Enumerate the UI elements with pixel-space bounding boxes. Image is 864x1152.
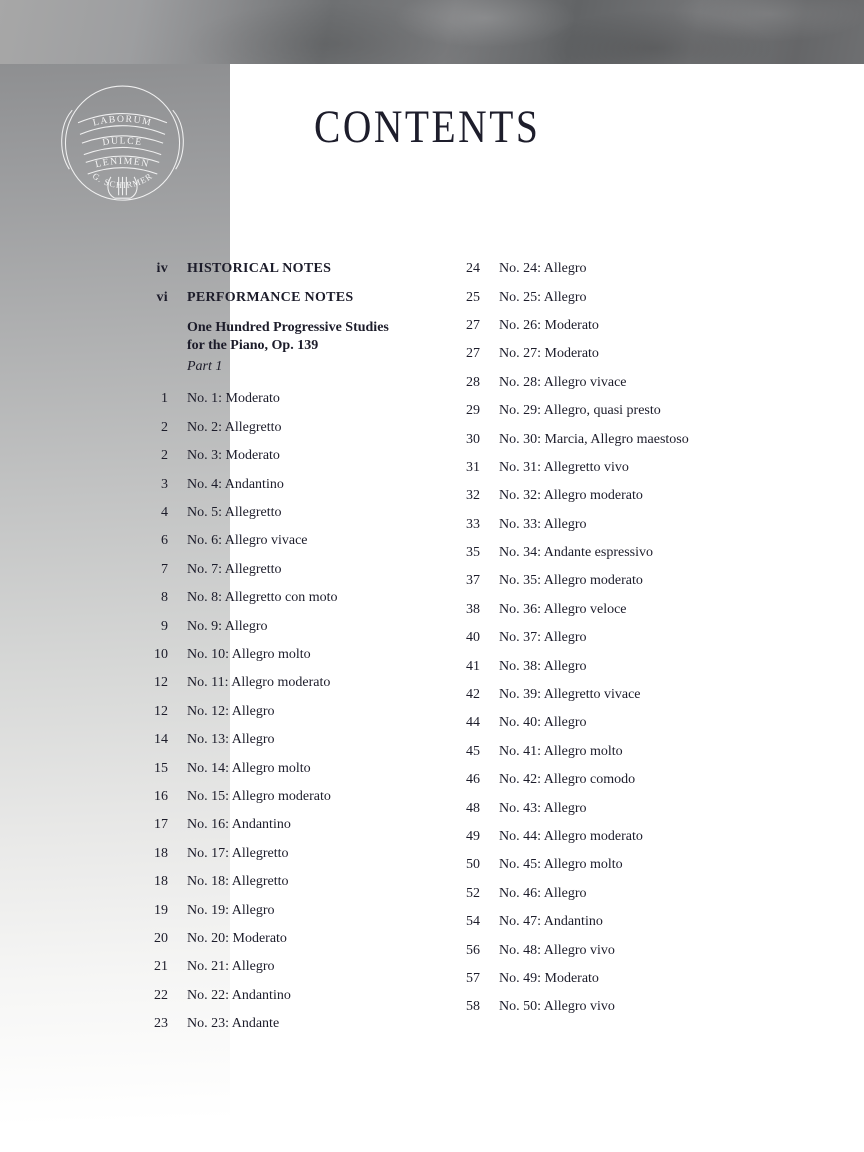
toc-entry-label: No. 29: Allegro, quasi presto <box>499 403 661 419</box>
toc-page-number: 4 <box>161 505 168 521</box>
toc-page-number: 2 <box>161 419 168 435</box>
toc-row <box>146 641 458 669</box>
toc-row <box>458 965 788 993</box>
publisher-name-text: G. SCHIRMER <box>90 170 155 191</box>
toc-row <box>146 556 458 584</box>
toc-row <box>458 738 788 766</box>
publisher-logo <box>50 66 195 224</box>
toc-row <box>458 369 788 397</box>
toc-row <box>458 397 788 425</box>
toc-row <box>146 925 458 953</box>
toc-page-number: 35 <box>466 545 480 561</box>
toc-entries-right <box>458 255 788 1022</box>
toc-page-number: 40 <box>466 630 480 646</box>
toc-page-number: 46 <box>466 772 480 788</box>
toc-page-number: 50 <box>466 857 480 873</box>
toc-page-number: vi <box>156 289 168 305</box>
toc-row <box>146 783 458 811</box>
toc-entry-label: No. 28: Allegro vivace <box>499 374 627 390</box>
toc-entry-label: No. 24: Allegro <box>499 261 587 277</box>
toc-row <box>458 567 788 595</box>
section-heading-line2: for the Piano, Op. 139 <box>187 338 319 354</box>
toc-row <box>146 385 458 413</box>
ribbon-edge <box>80 126 165 135</box>
toc-entry-label: No. 9: Allegro <box>187 618 268 634</box>
toc-page-number: 20 <box>154 930 168 946</box>
toc-row <box>146 669 458 697</box>
motto-line3-text: LENIMEN <box>94 155 151 171</box>
toc-page-number: 29 <box>466 403 480 419</box>
toc-row <box>146 499 458 527</box>
schirmer-crest-svg <box>50 66 195 224</box>
toc-row <box>458 681 788 709</box>
toc-page-number: 27 <box>466 346 480 362</box>
toc-entry-label: No. 35: Allegro moderato <box>499 573 643 589</box>
toc-entry-label: No. 30: Marcia, Allegro maestoso <box>499 431 689 447</box>
toc-entry-label: No. 43: Allegro <box>499 800 587 816</box>
toc-row <box>458 624 788 652</box>
toc-row <box>458 794 788 822</box>
toc-row <box>458 425 788 453</box>
toc-row <box>146 414 458 442</box>
front-matter-list <box>146 255 458 312</box>
toc-entry-label: No. 20: Moderato <box>187 930 287 946</box>
toc-page-number: 31 <box>466 459 480 475</box>
toc-row <box>146 953 458 981</box>
toc-entry-label: No. 33: Allegro <box>499 516 587 532</box>
toc-row <box>458 709 788 737</box>
toc-row <box>146 1010 458 1038</box>
toc-entry-label: No. 40: Allegro <box>499 715 587 731</box>
toc-row <box>146 840 458 868</box>
toc-row <box>458 539 788 567</box>
toc-page-number: 23 <box>154 1016 168 1032</box>
toc-entry-label: No. 23: Andante <box>187 1016 280 1032</box>
toc-page-number: 12 <box>154 675 168 691</box>
toc-entry-label: No. 26: Moderato <box>499 317 599 333</box>
toc-row <box>458 340 788 368</box>
toc-entry-label: No. 41: Allegro molto <box>499 743 623 759</box>
toc-entry-label: No. 7: Allegretto <box>187 561 282 577</box>
toc-entry-label: No. 15: Allegro moderato <box>187 788 331 804</box>
toc-page-number: 49 <box>466 829 480 844</box>
toc-page-number: 21 <box>154 959 168 975</box>
toc-page-number: 3 <box>161 476 168 492</box>
toc-row <box>458 255 788 283</box>
toc-page-number: 2 <box>161 448 168 464</box>
toc-row <box>458 511 788 539</box>
toc-row <box>458 454 788 482</box>
toc-page-number: 32 <box>466 488 480 504</box>
toc-entry-label: No. 17: Allegretto <box>187 845 289 861</box>
toc-row <box>146 726 458 754</box>
toc-entry-label: No. 13: Allegro <box>187 732 275 748</box>
toc-entry-label: No. 11: Allegro moderato <box>187 675 331 691</box>
toc-row <box>146 612 458 640</box>
toc-row <box>146 470 458 498</box>
toc-page-number: 1 <box>161 391 168 407</box>
toc-page-number: 18 <box>154 845 168 861</box>
toc-page-number: 15 <box>154 760 168 776</box>
toc-page-number: 54 <box>466 914 480 930</box>
toc-entry-label: No. 36: Allegro veloce <box>499 601 627 617</box>
toc-page-number: 56 <box>466 942 480 958</box>
toc-entry-label: No. 25: Allegro <box>499 289 587 305</box>
toc-page-number: 57 <box>466 970 480 986</box>
toc-page-number: 10 <box>154 646 168 662</box>
motto-line1-text: LABORUM <box>91 113 154 129</box>
toc-page-number: 27 <box>466 317 480 333</box>
toc-row <box>458 993 788 1021</box>
toc-page-number: 28 <box>466 374 480 390</box>
toc-row <box>146 698 458 726</box>
toc-row <box>146 868 458 896</box>
toc-page-number: 37 <box>466 573 480 589</box>
toc-entry-label: No. 46: Allegro <box>499 885 587 901</box>
toc-row <box>458 880 788 908</box>
toc-page-number: 9 <box>161 618 168 634</box>
toc-entry-label: No. 47: Andantino <box>499 914 603 930</box>
toc-page-number: 45 <box>466 743 480 759</box>
toc-row <box>146 255 458 283</box>
toc-entry-label: No. 1: Moderato <box>187 391 280 407</box>
page-title: CONTENTS <box>314 101 541 153</box>
toc-row <box>458 823 788 851</box>
toc-page-number: 52 <box>466 885 480 901</box>
toc-row <box>146 442 458 470</box>
toc-entry-label: No. 8: Allegretto con moto <box>187 590 338 606</box>
toc-page-number: 14 <box>154 732 168 748</box>
toc-row <box>146 283 458 311</box>
toc-page-number: 17 <box>154 817 168 833</box>
toc-entry-label: No. 3: Moderato <box>187 448 280 464</box>
toc-entry-label: No. 32: Allegro moderato <box>499 488 643 504</box>
toc-entry-label: No. 14: Allegro molto <box>187 760 311 776</box>
toc-page-number: 33 <box>466 516 480 532</box>
top-decorative-band <box>0 0 864 64</box>
toc-page-number: 8 <box>161 590 168 606</box>
toc-entry-label: No. 21: Allegro <box>187 959 275 975</box>
toc-entry-label: No. 10: Allegro molto <box>187 646 311 662</box>
toc-entry-label: No. 18: Allegretto <box>187 874 289 890</box>
toc-columns <box>146 255 788 1038</box>
toc-entry-label: No. 45: Allegro molto <box>499 857 623 873</box>
toc-row <box>146 584 458 612</box>
toc-page-number: 18 <box>154 874 168 890</box>
toc-row <box>458 283 788 311</box>
toc-entry-label: No. 27: Moderato <box>499 346 599 362</box>
section-heading-part: Part 1 <box>187 358 223 374</box>
toc-row <box>146 896 458 924</box>
toc-entry-label: No. 34: Andante espressivo <box>499 545 653 561</box>
toc-entries-left <box>146 385 458 1038</box>
toc-entry-label: No. 39: Allegretto vivace <box>499 687 641 703</box>
toc-page-number: 16 <box>154 788 168 804</box>
toc-entry-label: No. 31: Allegretto vivo <box>499 459 629 475</box>
ribbon-edge <box>84 147 161 154</box>
toc-row <box>458 936 788 964</box>
toc-entry-label: No. 2: Allegretto <box>187 419 282 435</box>
toc-entry-label: No. 38: Allegro <box>499 658 587 674</box>
toc-page-number: iv <box>156 261 168 277</box>
toc-page-number: 48 <box>466 800 480 816</box>
toc-row <box>458 908 788 936</box>
toc-entry-label: No. 44: Allegro moderato <box>499 829 643 844</box>
toc-entry-label: No. 50: Allegro vivo <box>499 999 615 1015</box>
toc-entry-label: No. 6: Allegro vivace <box>187 533 308 549</box>
toc-page-number: 58 <box>466 999 480 1015</box>
toc-page-number: 22 <box>154 987 168 1003</box>
section-heading <box>187 319 458 377</box>
toc-entry-label: No. 22: Andantino <box>187 987 291 1003</box>
toc-entry-label: No. 19: Allegro <box>187 902 275 918</box>
toc-page-number: 25 <box>466 289 480 305</box>
toc-page-number: 12 <box>154 703 168 719</box>
toc-page-number: 41 <box>466 658 480 674</box>
toc-entry-label: No. 49: Moderato <box>499 970 599 986</box>
toc-row <box>458 482 788 510</box>
toc-page-number: 30 <box>466 431 480 447</box>
toc-page-number: 24 <box>466 261 480 277</box>
toc-page-number: 42 <box>466 687 480 703</box>
toc-row <box>458 851 788 879</box>
toc-entry-label: PERFORMANCE NOTES <box>187 289 354 305</box>
toc-page-number: 38 <box>466 601 480 617</box>
toc-row <box>146 527 458 555</box>
toc-column-right <box>458 255 788 1022</box>
toc-page-number: 44 <box>466 715 480 731</box>
toc-entry-label: No. 12: Allegro <box>187 703 275 719</box>
toc-page-number: 7 <box>161 561 168 577</box>
toc-page-number: 19 <box>154 902 168 918</box>
toc-entry-label: No. 42: Allegro comodo <box>499 772 636 788</box>
toc-entry-label: No. 48: Allegro vivo <box>499 942 615 958</box>
toc-entry-label: No. 4: Andantino <box>187 476 284 492</box>
section-heading-line1: One Hundred Progressive Studies <box>187 319 389 335</box>
toc-row <box>146 981 458 1009</box>
toc-entry-label: No. 37: Allegro <box>499 630 587 646</box>
toc-row <box>146 811 458 839</box>
motto-line2-text: DULCE <box>101 135 144 149</box>
toc-row <box>458 766 788 794</box>
toc-page-number: 6 <box>161 533 168 549</box>
toc-row <box>458 596 788 624</box>
toc-row <box>458 312 788 340</box>
toc-column-left <box>146 255 458 1038</box>
toc-entry-label: HISTORICAL NOTES <box>187 261 332 277</box>
toc-entry-label: No. 16: Andantino <box>187 817 291 833</box>
toc-entry-label: No. 5: Allegretto <box>187 505 282 521</box>
toc-row <box>146 754 458 782</box>
toc-row <box>458 652 788 680</box>
